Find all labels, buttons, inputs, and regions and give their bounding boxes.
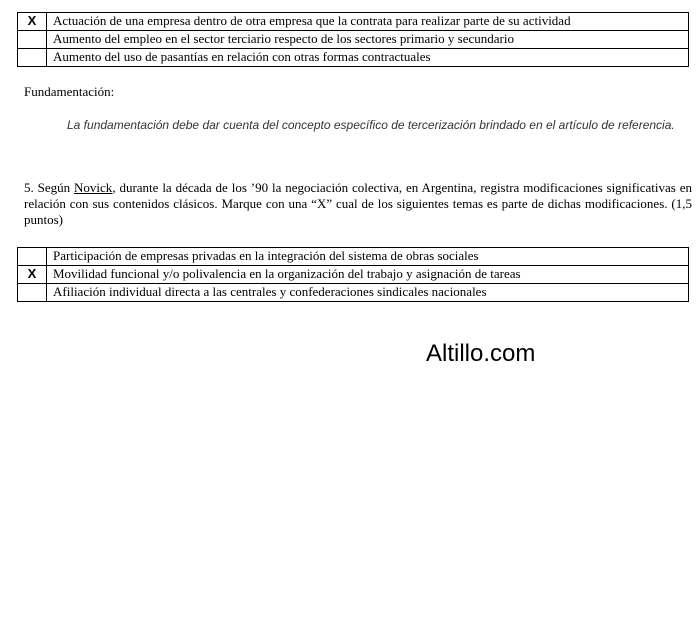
option-text: Aumento del empleo en el sector terciario respecto de los sectores primario y secundario [47, 31, 689, 49]
table-row [18, 31, 689, 49]
question-intro: 5. Según [24, 180, 75, 195]
fundamentacion-note: La fundamentación debe dar cuenta del concepto específico de tercerización brindado en el artículo de referencia. [67, 118, 675, 132]
table-row [18, 13, 689, 31]
table-row [18, 49, 689, 67]
answer-mark-cell: X [18, 266, 47, 284]
options-table-2 [17, 247, 689, 302]
option-text: Afiliación individual directa a las centrales y confederaciones sindicales nacionales [47, 284, 689, 302]
table-row [18, 248, 689, 266]
answer-mark-cell [18, 248, 47, 266]
fundamentacion-label: Fundamentación: [24, 84, 115, 99]
author-name: Novick [74, 180, 113, 195]
question-body: , durante la década de los ’90 la negociación colectiva, en Argentina, registra modificaciones significativas en relación con sus contenidos clásicos. Marque con una “X” cual de los siguientes temas es parte de dichas modificaciones. (1,5 puntos) [24, 180, 692, 227]
answer-mark-cell [18, 31, 47, 49]
option-text: Movilidad funcional y/o polivalencia en la organización del trabajo y asignación de tareas [47, 266, 689, 284]
option-text: Aumento del uso de pasantías en relación con otras formas contractuales [47, 49, 689, 67]
option-text: Actuación de una empresa dentro de otra empresa que la contrata para realizar parte de su actividad [47, 13, 689, 31]
option-text: Participación de empresas privadas en la integración del sistema de obras sociales [47, 248, 689, 266]
options-table-1 [17, 12, 689, 67]
answer-mark-cell: X [18, 13, 47, 31]
table-row [18, 284, 689, 302]
answer-mark-cell [18, 49, 47, 67]
altillo-watermark: Altillo.com [426, 340, 536, 367]
question-5-text [24, 180, 692, 228]
table-row [18, 266, 689, 284]
answer-mark-cell [18, 284, 47, 302]
